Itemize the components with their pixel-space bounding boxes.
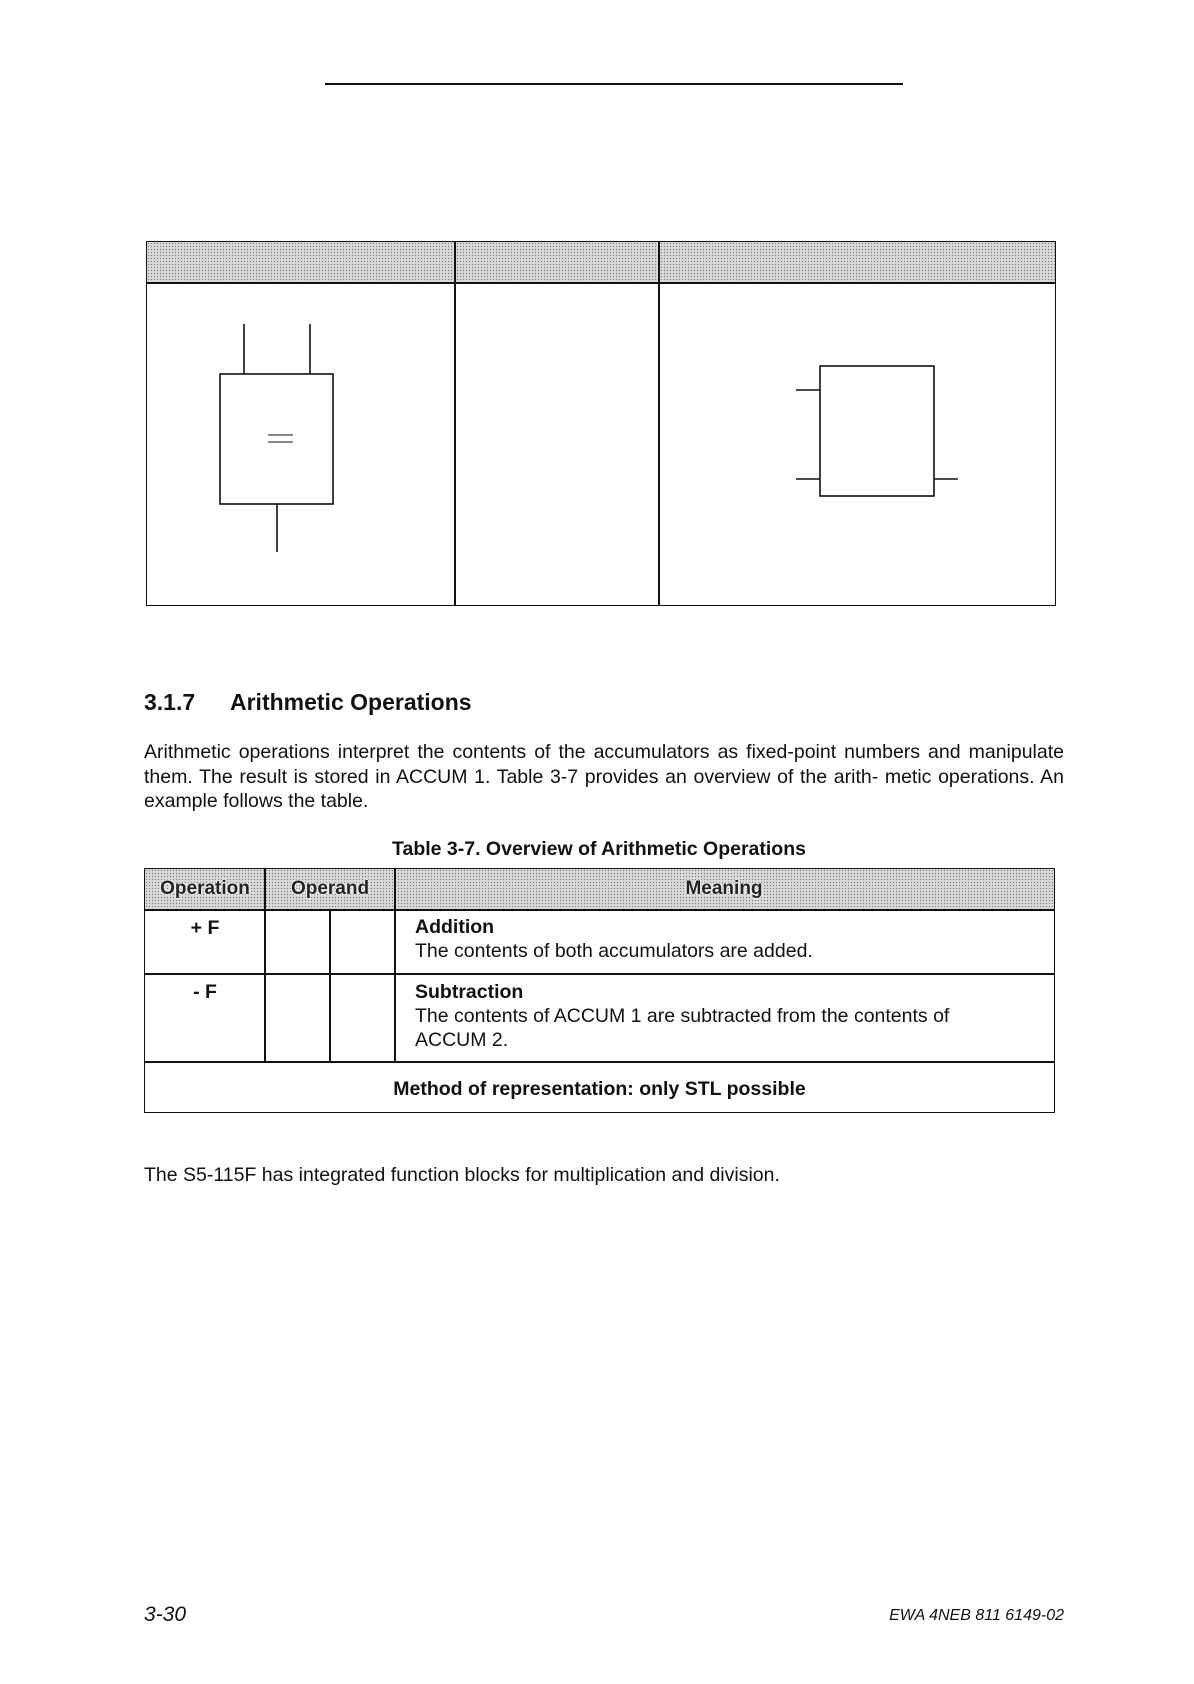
- table-header-row: [145, 869, 1054, 911]
- page-number: 3-30: [144, 1603, 187, 1626]
- header-operand: Operand: [290, 878, 370, 899]
- document-id: EWA 4NEB 811 6149-02: [889, 1607, 1064, 1624]
- diagram-table-header: [147, 242, 1055, 284]
- lad-box: [820, 366, 934, 496]
- row-divider: [145, 973, 1054, 975]
- csf-compare-box: [220, 324, 333, 552]
- csf-box: [220, 374, 333, 504]
- diagram-graphics: [147, 282, 1053, 604]
- intro-paragraph: Arithmetic operations interpret the contents of the accumulators as fixed-point numbers and manipulate them. The result is stored in ACCUM 1. Table 3-7 provides an overview of the arith- metic operations. An example follows the table.: [144, 741, 1064, 812]
- section-number: 3.1.7: [144, 689, 196, 715]
- header-meaning: Meaning: [685, 878, 763, 899]
- row-1-title: Addition: [415, 916, 495, 938]
- row-1-meaning: [415, 915, 1015, 963]
- top-rule: [325, 83, 903, 85]
- operations-table: [144, 868, 1055, 1113]
- section-heading: [144, 689, 472, 716]
- closing-text: The S5-115F has integrated function blocks for multiplication and division.: [144, 1164, 780, 1186]
- table-footer: Method of representation: only STL possible: [393, 1078, 806, 1100]
- column-divider: [264, 869, 266, 1062]
- diagram-table: [146, 241, 1056, 606]
- table-caption: Table 3-7. Overview of Arithmetic Operations: [392, 838, 806, 860]
- row-divider: [145, 1061, 1054, 1063]
- row-2-description: The contents of ACCUM 1 are subtracted from the contents of ACCUM 2.: [415, 1005, 950, 1051]
- section-title: Arithmetic Operations: [230, 689, 472, 715]
- column-divider: [329, 909, 331, 1062]
- row-1-operation: + F: [190, 917, 220, 939]
- row-2-title: Subtraction: [415, 981, 524, 1003]
- row-2-meaning: [415, 980, 1015, 1052]
- column-divider: [394, 869, 396, 1062]
- row-1-description: The contents of both accumulators are added.: [415, 940, 813, 962]
- row-2-operation: - F: [193, 981, 217, 1003]
- header-operation: Operation: [160, 878, 250, 899]
- lad-compare-box: [796, 366, 958, 496]
